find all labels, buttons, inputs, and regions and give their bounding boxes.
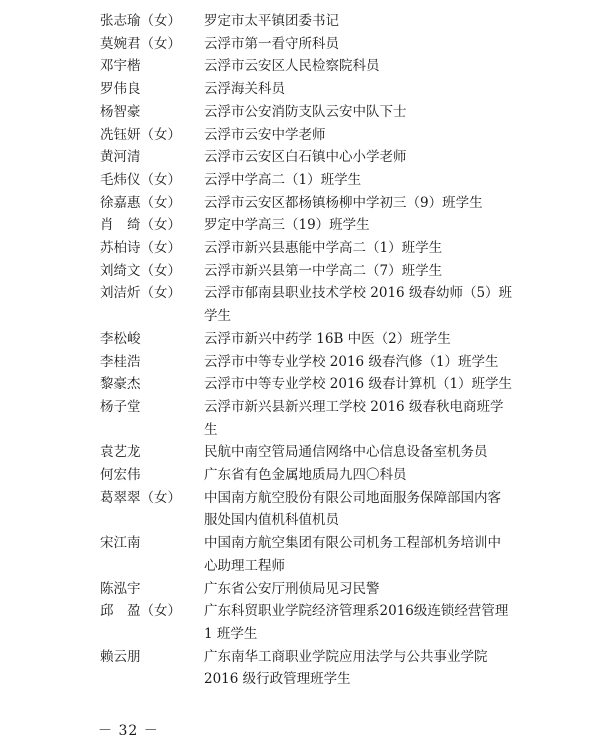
list-item: [100, 328, 540, 351]
person-name: 袁艺龙: [100, 444, 141, 461]
list-item: [100, 646, 540, 691]
person-name: 黄河清: [100, 149, 141, 166]
person-affiliation: 云浮市云安区人民检察院科员: [204, 58, 380, 75]
person-name: 罗伟良: [100, 81, 141, 98]
person-name: 葛翠翠（女）: [100, 489, 181, 506]
list-item: [100, 351, 540, 374]
person-affiliation: 云浮市云安区都杨镇杨柳中学初三（9）班学生: [204, 194, 483, 211]
list-item: [100, 464, 540, 487]
person-name: 邓宇楷: [100, 58, 141, 75]
person-name: 何宏伟: [100, 467, 141, 484]
person-affiliation: 云浮海关科员: [204, 81, 285, 98]
person-affiliation: 云浮市中等专业学校 2016 级春汽修（1）班学生: [204, 353, 499, 370]
honoree-list: [100, 10, 540, 691]
person-affiliation: 广东省有色金属地质局九四〇科员: [204, 467, 407, 484]
list-item: [100, 237, 540, 260]
list-item: [100, 192, 540, 215]
person-affiliation: 云浮市中等专业学校 2016 级春计算机（1）班学生: [204, 376, 513, 393]
list-item: [100, 78, 540, 101]
person-name: 刘绮文（女）: [100, 262, 181, 279]
list-item: [100, 101, 540, 124]
list-item: [100, 532, 540, 577]
person-name: 杨子堂: [100, 398, 141, 415]
person-affiliation: 云浮市第一看守所科员: [204, 35, 339, 52]
person-affiliation: 广东科贸职业学院经济管理系2016级连锁经营管理 1 班学生: [204, 603, 509, 642]
person-name: 赖云朋: [100, 648, 141, 665]
list-item: [100, 169, 540, 192]
person-affiliation: 云浮市新兴中药学 16B 中医（2）班学生: [204, 330, 451, 347]
person-affiliation: 罗定市太平镇团委书记: [204, 13, 339, 29]
person-affiliation: 中国南方航空股份有限公司地面服务保障部国内客 服处国内值机科值机员: [204, 489, 501, 529]
list-item: [100, 282, 540, 327]
person-affiliation: 广东南华工商职业学院应用法学与公共事业学院 2016 级行政管理班学生: [204, 648, 488, 688]
person-name: 陈泓宇: [100, 580, 141, 597]
person-name: 张志瑜（女）: [100, 13, 181, 29]
person-affiliation: 广东省公安厅刑侦局见习民警: [204, 580, 380, 597]
person-affiliation: 云浮市郁南县职业技术学校 2016 级春幼师（5）班 学生: [204, 285, 513, 325]
person-name: 李松峻: [100, 330, 141, 347]
list-item: [100, 441, 540, 464]
list-item: [100, 33, 540, 56]
person-name: 黎豪杰: [100, 376, 141, 393]
person-name: 毛炜仪（女）: [100, 171, 181, 188]
person-name: 肖 绮（女）: [100, 217, 181, 234]
person-name: 邱 盈（女）: [100, 603, 181, 620]
person-affiliation: 云浮市新兴县第一中学高二（7）班学生: [204, 262, 443, 279]
person-affiliation: 罗定中学高三（19）班学生: [204, 217, 370, 234]
person-affiliation: 民航中南空管局通信网络中心信息设备室机务员: [204, 444, 488, 461]
list-item: [100, 55, 540, 78]
person-name: 冼钰妍（女）: [100, 126, 181, 143]
person-affiliation: 云浮市云安区白石镇中心小学老师: [204, 149, 407, 166]
person-name: 刘洁炘（女）: [100, 285, 181, 302]
person-name: 杨智豪: [100, 103, 141, 120]
list-item: [100, 260, 540, 283]
person-name: 莫婉君（女）: [100, 35, 181, 52]
list-item: [100, 487, 540, 532]
person-affiliation: 云浮市公安消防支队云安中队下士: [204, 103, 407, 120]
list-item: [100, 578, 540, 601]
person-affiliation: 云浮市云安中学老师: [204, 126, 326, 143]
person-affiliation: 中国南方航空集团有限公司机务工程部机务培训中 心助理工程师: [204, 535, 501, 574]
list-item: [100, 373, 540, 396]
list-item: [100, 10, 540, 33]
list-item: [100, 396, 540, 441]
person-name: 苏柏诗（女）: [100, 240, 181, 257]
person-affiliation: 云浮中学高二（1）班学生: [204, 171, 362, 188]
person-name: 李桂浩: [100, 353, 141, 370]
list-item: [100, 214, 540, 237]
person-name: 徐嘉惠（女）: [100, 194, 181, 211]
page-number: － 32 －: [98, 723, 159, 739]
list-item: [100, 124, 540, 147]
list-item: [100, 146, 540, 169]
person-affiliation: 云浮市新兴县惠能中学高二（1）班学生: [204, 240, 443, 257]
person-name: 宋江南: [100, 535, 141, 552]
list-item: [100, 600, 540, 645]
person-affiliation: 云浮市新兴县新兴理工学校 2016 级春秋电商班学 生: [204, 398, 504, 438]
